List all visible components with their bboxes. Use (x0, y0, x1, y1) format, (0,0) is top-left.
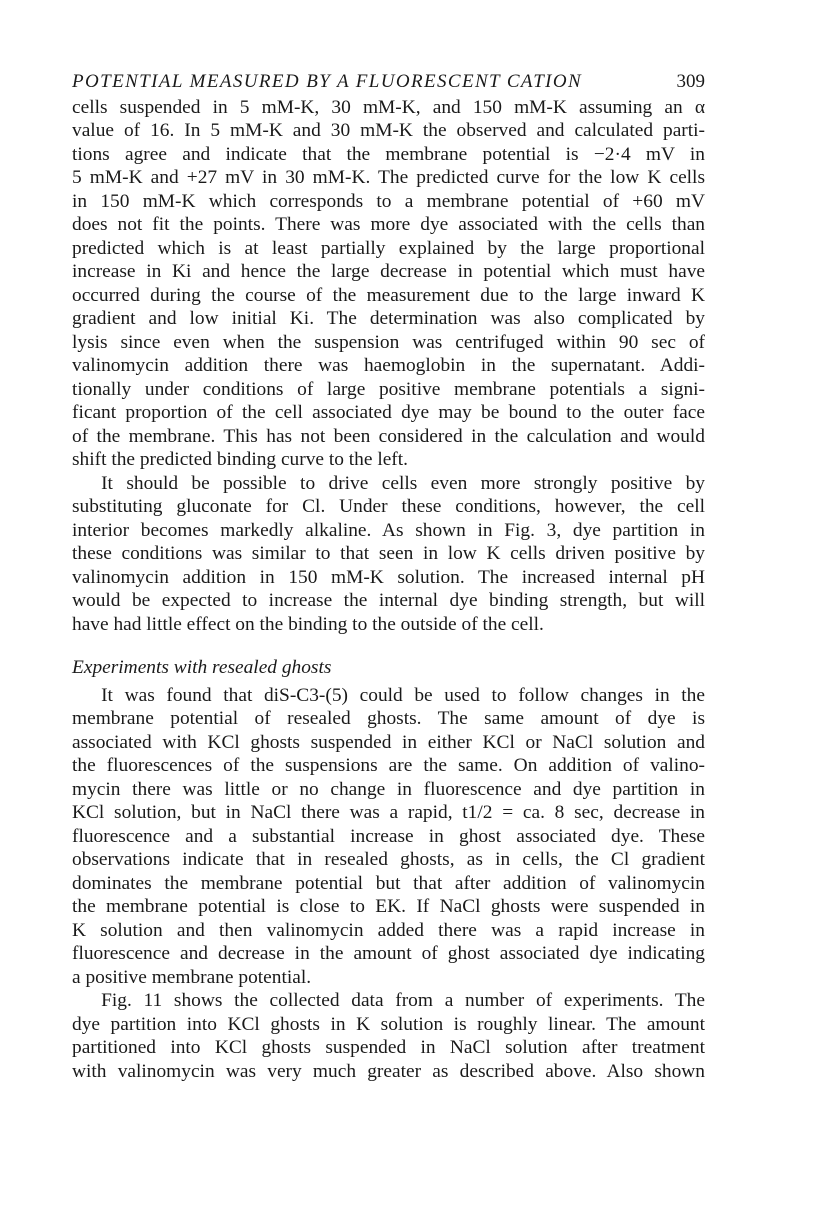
text-line: have had little effect on the binding to the outside of the cell. (72, 613, 544, 635)
text-line: cells suspended in 5 mM-K, 30 mM-K, and 150 mM-K assuming an α (72, 96, 705, 118)
paragraph-3 (72, 684, 705, 990)
text-line: Fig. 11 shows the collected data from a number of experiments. The (101, 990, 705, 1011)
paragraph-2 (72, 472, 705, 637)
text-line: interior becomes markedly alkaline. As shown in Fig. 3, dye partition in (72, 519, 705, 541)
text-line: tionally under conditions of large positive membrane potentials a signi- (72, 378, 705, 400)
text-line: tions agree and indicate that the membrane potential is −2·4 mV in (72, 143, 705, 165)
text-line: occurred during the course of the measurement due to the large inward K (72, 284, 705, 306)
text-line: substituting gluconate for Cl. Under these conditions, however, the cell (72, 496, 705, 517)
text-line: KCl solution, but in NaCl there was a rapid, t1/2 = ca. 8 sec, decrease in (72, 802, 705, 823)
text-line: partitioned into KCl ghosts suspended in NaCl solution after treatment (72, 1037, 705, 1058)
text-line: valinomycin addition there was haemoglobin in the supernatant. Addi- (72, 355, 705, 376)
text-line: dye partition into KCl ghosts in K solution is roughly linear. The amount (72, 1013, 705, 1035)
text-line: in 150 mM-K which corresponds to a membrane potential of +60 mV (72, 190, 705, 212)
text-line: dominates the membrane potential but that after addition of valinomycin (72, 872, 705, 894)
text-line: observations indicate that in resealed ghosts, as in cells, the Cl gradient (72, 849, 705, 870)
text-line: fluorescence and decrease in the amount of ghost associated dye indicating (72, 943, 705, 964)
section-heading: Experiments with resealed ghosts (72, 657, 332, 678)
text-line: gradient and low initial Ki. The determination was also complicated by (72, 308, 705, 329)
text-line: associated with KCl ghosts suspended in either KCl or NaCl solution and (72, 731, 705, 753)
text-line: 5 mM-K and +27 mV in 30 mM-K. The predicted curve for the low K cells (72, 167, 705, 188)
paragraph-4 (72, 989, 705, 1083)
text-line: fluorescence and a substantial increase in ghost associated dye. These (72, 825, 705, 847)
text-line: It was found that diS-C3-(5) could be used to follow changes in the (101, 684, 705, 706)
text-line: valinomycin addition in 150 mM-K solution. The increased internal pH (72, 566, 705, 588)
text-line: would be expected to increase the internal dye binding strength, but will (72, 590, 705, 611)
running-header (72, 70, 705, 94)
text-line: predicted which is at least partially explained by the large proportional (72, 237, 705, 259)
text-line: K solution and then valinomycin added there was a rapid increase in (72, 919, 705, 941)
text-line: the fluorescences of the suspensions are the same. On addition of valino- (72, 755, 705, 776)
text-line: membrane potential of resealed ghosts. The same amount of dye is (72, 708, 705, 729)
paragraph-1 (72, 96, 705, 472)
text-line: the membrane potential is close to EK. If NaCl ghosts were suspended in (72, 896, 705, 917)
text-line: lysis since even when the suspension was centrifuged within 90 sec of (72, 331, 705, 353)
journal-page (72, 70, 705, 1083)
text-line: value of 16. In 5 mM-K and 30 mM-K the observed and calculated parti- (72, 120, 705, 141)
text-line: shift the predicted binding curve to the left. (72, 449, 409, 470)
text-line: mycin there was little or no change in fluorescence and dye partition in (72, 778, 705, 800)
text-line: these conditions was similar to that seen in low K cells driven positive by (72, 543, 705, 564)
text-line: increase in Ki and hence the large decrease in potential which must have (72, 261, 705, 282)
text-line: of the membrane. This has not been considered in the calculation and would (72, 425, 705, 447)
text-line: does not fit the points. There was more dye associated with the cells than (72, 214, 705, 235)
text-line: It should be possible to drive cells even more strongly positive by (101, 472, 705, 494)
text-line: a positive membrane potential. (72, 966, 312, 988)
page-number: 309 (676, 71, 705, 92)
text-line: with valinomycin was very much greater as described above. Also shown (72, 1060, 705, 1082)
text-line: ficant proportion of the cell associated dye may be bound to the outer face (72, 402, 705, 423)
running-title: POTENTIAL MEASURED BY A FLUORESCENT CATION (72, 71, 583, 92)
